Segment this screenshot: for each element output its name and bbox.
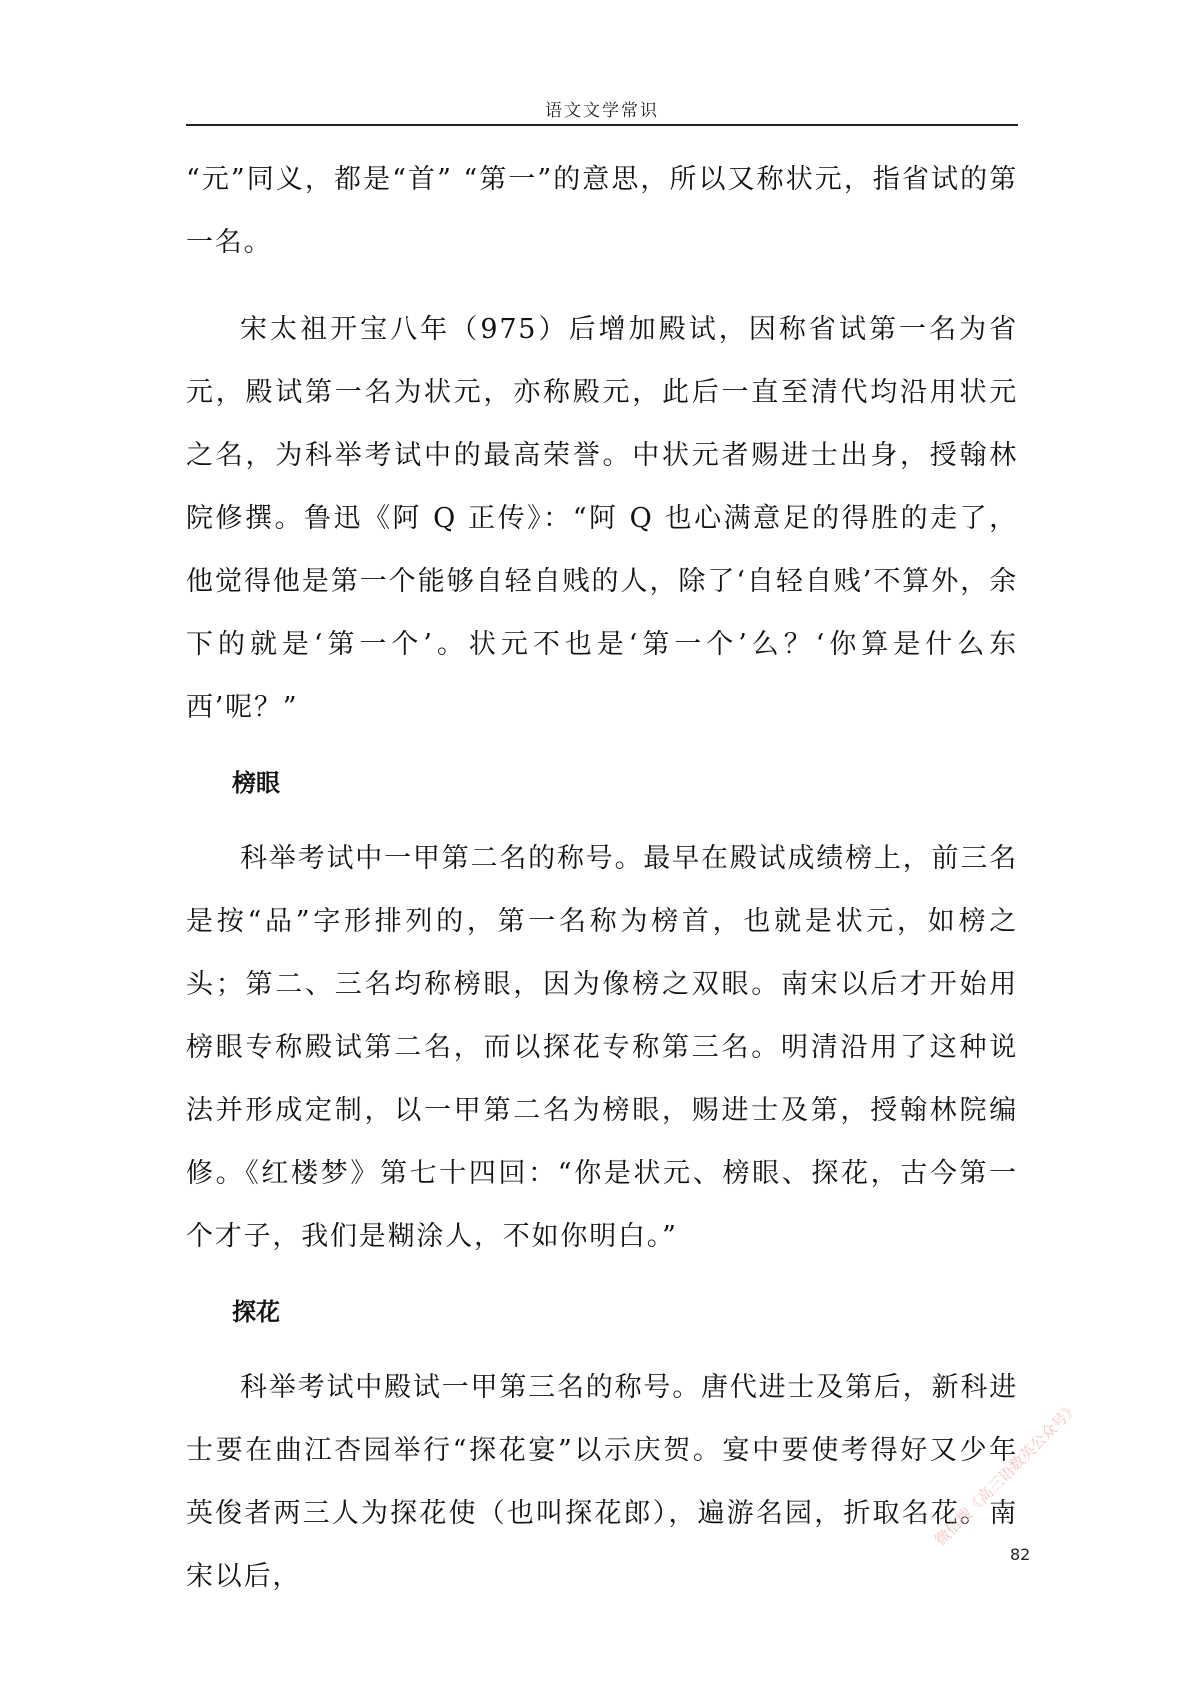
page-number: 82 xyxy=(1010,1545,1031,1564)
spacer xyxy=(186,811,1018,827)
section-heading-tanhua: 探花 xyxy=(232,1298,280,1326)
spacer xyxy=(186,739,1018,755)
section-heading-bangyan: 榜眼 xyxy=(232,769,280,797)
intro-paragraph-2: 宋太祖开宝八年（975）后增加殿试，因称省试第一名为省元，殿试第一名为状元，亦称殿元，此后一直至清代均沿用状元之名，为科举考试中的最高荣誉。中状元者赐进士出身，授翰林院修撰。鲁迅《阿 Q 正传》：“阿 Q 也心满意足的得胜的走了，他觉得他是第一个能够自轻自贱的人，除了‘自轻自贱’不算外，余下的就是‘第一个’。状元不也是‘第一个’么？‘你算是什么东西’呢？” xyxy=(186,314,1018,723)
bangyan-paragraph: 科举考试中一甲第二名的称号。最早在殿试成绩榜上，前三名是按“品”字形排列的，第一名称为榜首，也就是状元，如榜之头；第二、三名均称榜眼，因为像榜之双眼。南宋以后才开始用榜眼专称殿试第二名，而以探花专称第三名。明清沿用了这种说法并形成定制，以一甲第二名为榜眼，赐进士及第，授翰林院编修。《红楼梦》第七十四回：“你是状元、榜眼、探花，古今第一个才子，我们是糊涂人，不如你明白。” xyxy=(186,843,1018,1252)
intro-paragraph-1: “元”同义，都是“首” “第一”的意思，所以又称状元，指省试的第一名。 xyxy=(186,164,1018,258)
watermark-stamp: 微信搜《高三语数英公众号》 xyxy=(931,1398,1083,1550)
spacer xyxy=(186,1340,1018,1356)
spacer xyxy=(186,274,1018,298)
header-divider xyxy=(186,124,1018,126)
tanhua-paragraph: 科举考试中殿试一甲第三名的称号。唐代进士及第后，新科进士要在曲江杏园举行“探花宴”以示庆贺。宴中要使考得好又少年英俊者两三人为探花使（也叫探花郎），遍游名园，折取名花。南宋以后， xyxy=(186,1372,1018,1592)
running-header: 语文文学常识 xyxy=(545,101,659,121)
page-body xyxy=(186,148,1018,1608)
spacer xyxy=(186,1268,1018,1284)
